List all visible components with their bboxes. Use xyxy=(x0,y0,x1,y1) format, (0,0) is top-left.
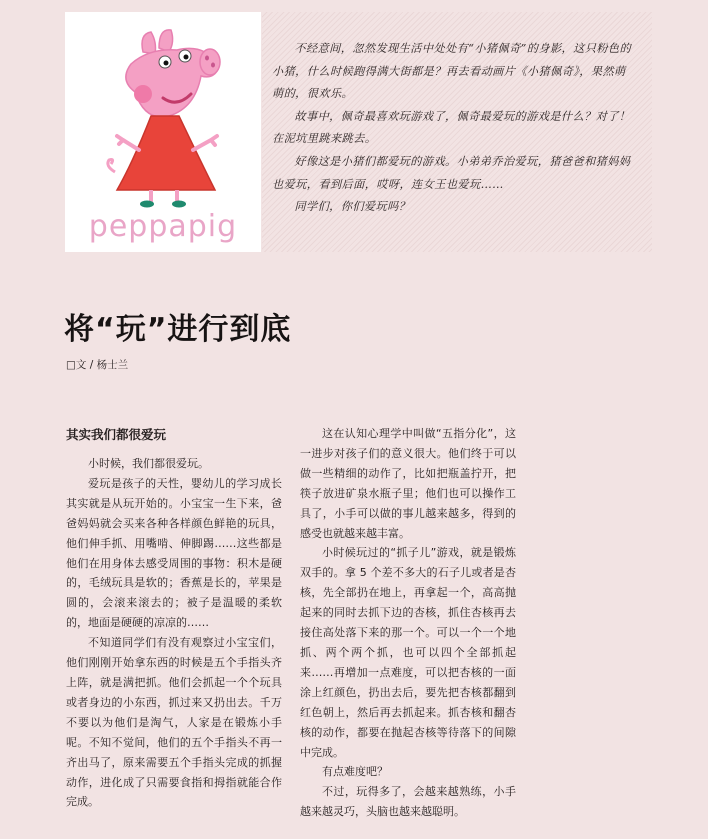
body-paragraph: 不过，玩得多了，会越来越熟练，小手越来越灵巧，头脑也越来越聪明。 xyxy=(300,785,516,819)
intro-paragraph: 故事中，佩奇最喜欢玩游戏了，佩奇最爱玩的游戏是什么？对了！在泥坑里跳来跳去。 xyxy=(272,109,631,146)
intro-paragraph: 同学们，你们爱玩吗？ xyxy=(294,200,411,214)
intro-text xyxy=(272,38,636,219)
peppa-pig-illustration xyxy=(65,12,261,252)
body-paragraph: 有点难度吧？ xyxy=(322,765,388,779)
intro-paragraph: 不经意间，忽然发现生活中处处有“小猪佩奇”的身影，这只粉色的小猪，什么时候跑得满大街都是？再去看动画片《小猪佩奇》，果然萌萌的，很欢乐。 xyxy=(272,42,632,101)
peppapig-logo-text: peppapig xyxy=(88,209,238,244)
body-paragraph: 不知道同学们有没有观察过小宝宝们，他们刚刚开始拿东西的时候是五个手指头齐上阵，就是满把抓。他们会抓起一个个玩具或者身边的小东西，抓过来又扔出去。千万不要以为他们是淘气，人家是在锻炼小手呢。不知不觉间，他们的五个手指头不再一齐出马了，原来需要五个手指头完成的抓握动作，进化成了只需要食指和拇指就能合作完成。 xyxy=(66,636,282,809)
section-subheading: 其实我们都很爱玩 xyxy=(66,427,167,442)
peppa-pig-image xyxy=(65,12,261,252)
article-column-right xyxy=(300,424,516,822)
body-paragraph: 爱玩是孩子的天性，婴幼儿的学习成长其实就是从玩开始的。小宝宝一生下来，爸爸妈妈就会买来各种各样颜色鲜艳的玩具，他们伸手抓、用嘴啃、伸脚踢……这些都是他们在用身体去感受周围的事物：积木是硬的，毛绒玩具是软的；香蕉是长的，苹果是圆的，会滚来滚去的；被子是温暖的柔软的，地面是硬硬的凉凉的…… xyxy=(66,476,282,630)
body-paragraph: 小时候玩过的“抓子儿”游戏，就是锻炼双手的。拿 5 个差不多大的石子儿或者是杏核，先全部扔在地上，再拿起一个，高高抛起来的同时去抓下边的杏核，抓住杏核再去接住高处落下来的那一个。可以一个一个地抓、两个两个抓，也可以四个全部抓起来……再增加一点难度，可以把杏核的一面涂上红颜色，扔出去后，要先把杏核都翻到红色朝上，然后再去抓起来。抓杏核和翻杏核的动作，都要在抛起杏核等待落下的间隙中完成。 xyxy=(300,546,516,759)
intro-paragraph: 好像这是小猪们都爱玩的游戏。小弟弟乔治爱玩，猪爸爸和猪妈妈也爱玩，看到后面，哎呀，连女王也爱玩…… xyxy=(272,154,631,191)
article-byline: □文 / 杨士兰 xyxy=(66,359,129,371)
body-paragraph: 小时候，我们都很爱玩。 xyxy=(88,457,209,470)
body-paragraph: 这在认知心理学中叫做“五指分化”，这一进步对孩子们的意义很大。他们终于可以做一些精细的动作了，比如把瓶盖拧开，把筷子放进矿泉水瓶子里；他们也可以操作工具了，小手可以做的事儿越来越多，得到的感受也就越来越丰富。 xyxy=(300,427,516,540)
article-column-left xyxy=(66,424,282,812)
article-title: 将“玩”进行到底 xyxy=(64,312,292,347)
